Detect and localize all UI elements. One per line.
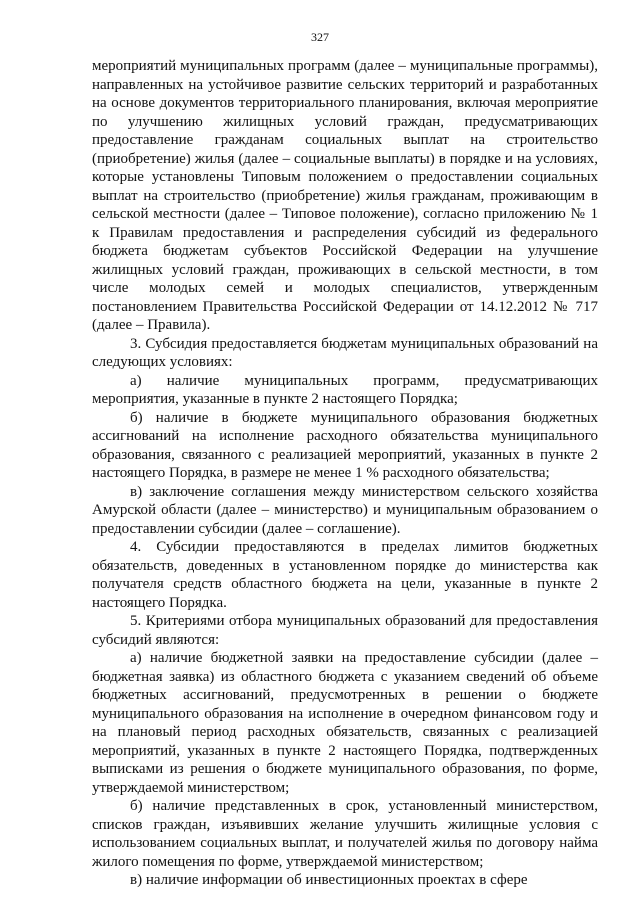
paragraph-item-3: 3. Субсидия предоставляется бюджетам муниципальных образований на следующих условиях:: [92, 335, 598, 370]
page-number: 327: [311, 30, 329, 44]
paragraph-item-5a: а) наличие бюджетной заявки на предоставление субсидии (далее – бюджетная заявка) из областного бюджета с указанием сведений об объеме бюджетных ассигнований, предусмотренных в решении о бюджете муниципального образования на исполнение в очередном финансовом году и на плановый период расходных обязательств, связанных с реализацией мероприятий, указанных в пункте 2 настоящего Порядка, подтвержденных выписками из решения о бюджете муниципального образования, по форме, утверждаемой министерством;: [92, 650, 598, 796]
paragraph-continuation: мероприятий муниципальных программ (далее – муниципальные программы), направленных на устойчивое развитие сельских территорий и разработанных на основе документов территориального планирования, включая мероприятие по улучшению жилищных условий граждан, предусматривающих предоставление гражданам социальных выплат на строительство (приобретение) жилья (далее – социальные выплаты) в порядке и на условиях, которые установлены Типовым положением о предоставлении социальных выплат на строительство (приобретение) жилья гражданам, проживающим в сельской местности (далее – Типовое положение), согласно приложению № 1 к Правилам предоставления и распределения субсидий из федерального бюджета бюджетам субъектов Российской Федерации на улучшение жилищных условий граждан, проживающих в сельской местности, в том числе молодых семей и молодых специалистов, утвержденным постановлением Правительства Российской Федерации от 14.12.2012 № 717 (далее – Правила).: [92, 58, 598, 333]
paragraph-item-3v: в) заключение соглашения между министерством сельского хозяйства Амурской области (далее – министерство) и муниципальным образованием о предоставлении субсидии (далее – соглашение).: [92, 483, 598, 537]
paragraph-item-3a: а) наличие муниципальных программ, предусматривающих мероприятия, указанные в пункте 2 настоящего Порядка;: [92, 372, 598, 407]
document-body: [92, 57, 598, 890]
paragraph-item-5v: в) наличие информации об инвестиционных проектах в сфере: [130, 872, 528, 888]
paragraph-item-5: 5. Критериями отбора муниципальных образований для предоставления субсидий являются:: [92, 613, 598, 648]
paragraph-item-5b: б) наличие представленных в срок, установленный министерством, списков граждан, изъявивших желание улучшить жилищные условия с использованием социальных выплат, и получателей жилья по договору найма жилого помещения по форме, утверждаемой министерством;: [92, 798, 598, 870]
paragraph-item-3b: б) наличие в бюджете муниципального образования бюджетных ассигнований на исполнение расходного обязательства муниципального образования, связанного с реализацией мероприятий, указанных в пункте 2 настоящего Порядка, в размере не менее 1 % расходного обязательства;: [92, 409, 598, 481]
paragraph-item-4: 4. Субсидии предоставляются в пределах лимитов бюджетных обязательств, доведенных в установленном порядке до министерства как получателя средств областного бюджета на цели, указанные в пункте 2 настоящего Порядка.: [92, 539, 598, 611]
